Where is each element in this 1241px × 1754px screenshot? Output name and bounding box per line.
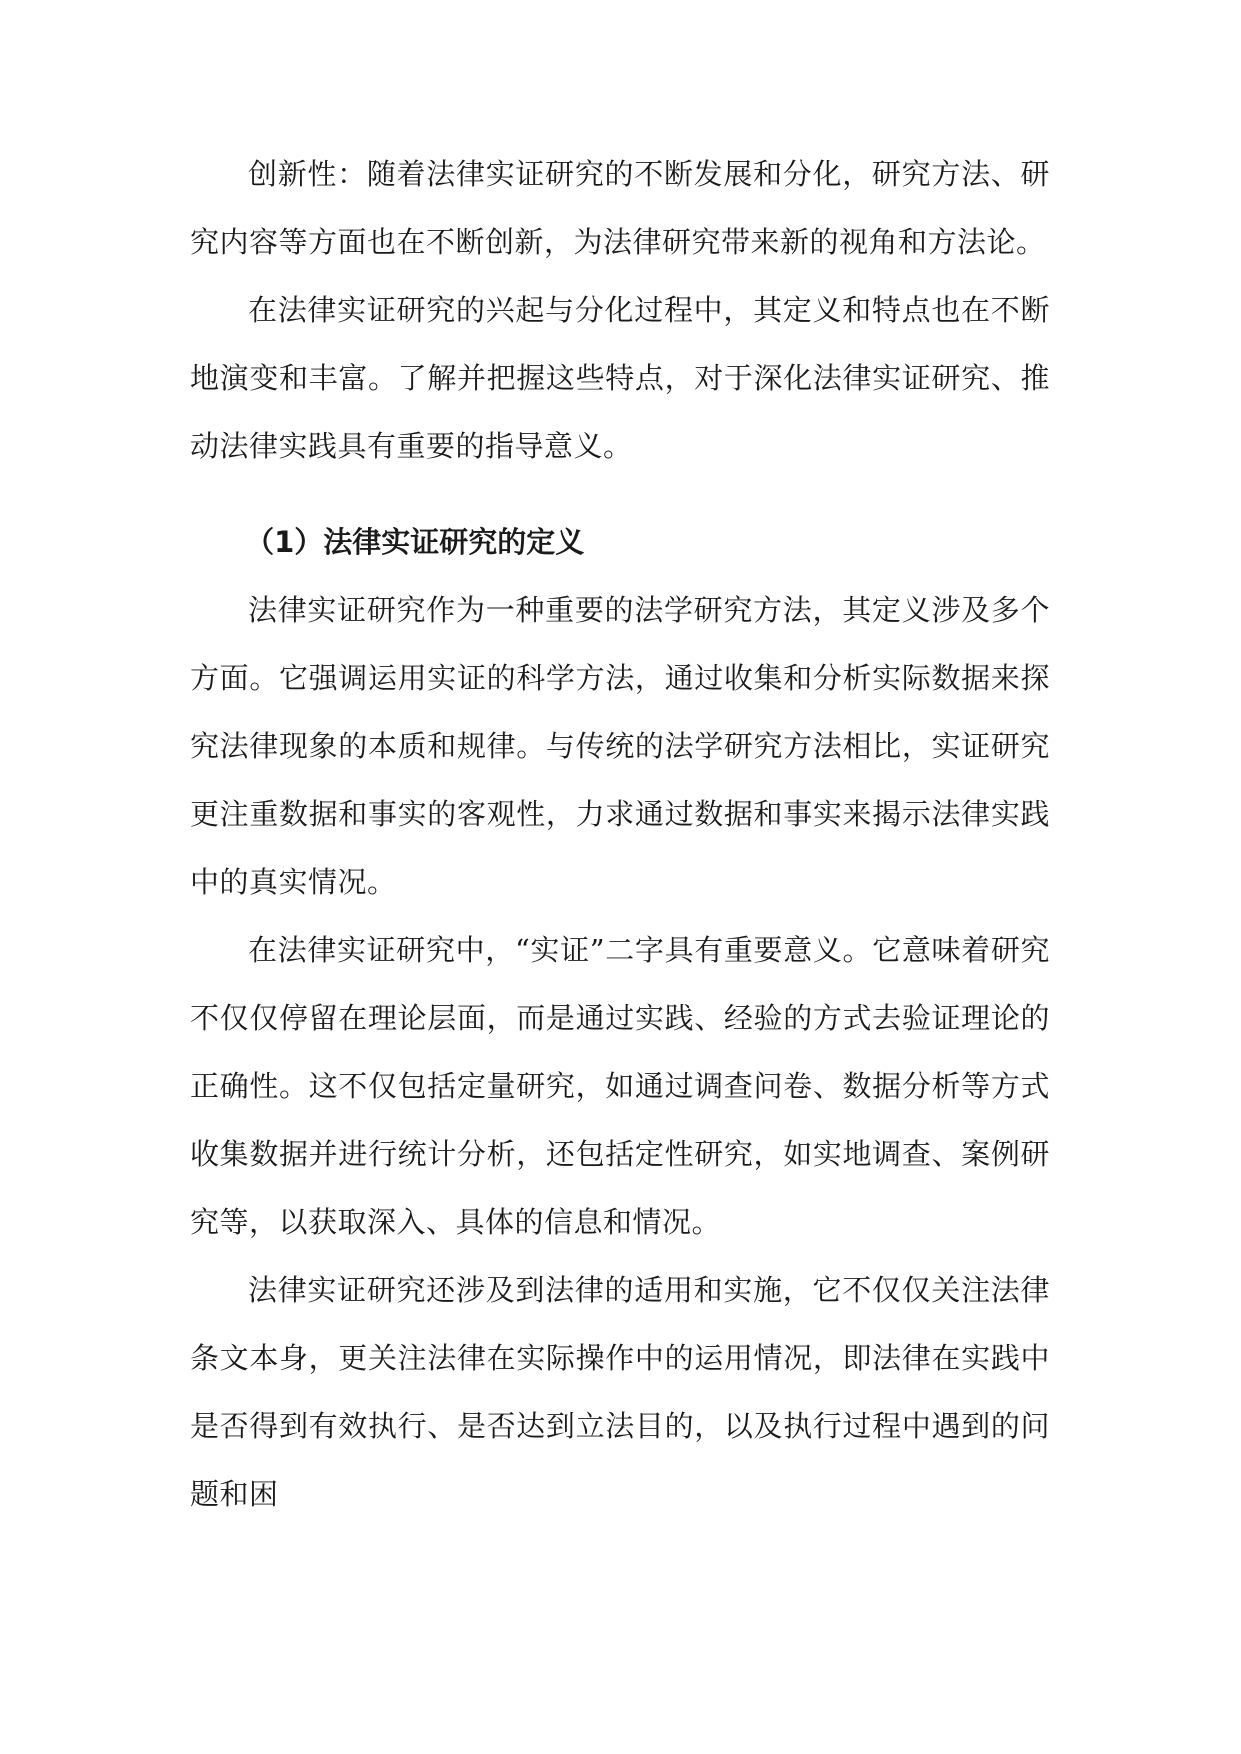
paragraph-innovation: 创新性：随着法律实证研究的不断发展和分化，研究方法、研究内容等方面也在不断创新，为法律研究带来新的视角和方法论。 (190, 157, 1050, 259)
paragraph-empirical-meaning: 在法律实证研究中，“实证”二字具有重要意义。它意味着研究不仅仅停留在理论层面，而是通过实践、经验的方式去验证理论的正确性。这不仅包括定量研究，如通过调查问卷、数据分析等方式收集数据并进行统计分析，还包括定性研究，如实地调查、案例研究等，以获取深入、具体的信息和情况。 (190, 933, 1050, 1239)
paragraph-application: 法律实证研究还涉及到法律的适用和实施，它不仅仅关注法律条文本身，更关注法律在实际操作中的运用情况，即法律在实践中是否得到有效执行、是否达到立法目的，以及执行过程中遇到的问题和困 (190, 1273, 1050, 1511)
document-body (190, 140, 1050, 1528)
paragraph-evolution: 在法律实证研究的兴起与分化过程中，其定义和特点也在不断地演变和丰富。了解并把握这些特点，对于深化法律实证研究、推动法律实践具有重要的指导意义。 (190, 293, 1050, 463)
section-heading: （1）法律实证研究的定义 (245, 525, 585, 559)
paragraph-definition: 法律实证研究作为一种重要的法学研究方法，其定义涉及多个方面。它强调运用实证的科学方法，通过收集和分析实际数据来探究法律现象的本质和规律。与传统的法学研究方法相比，实证研究更注重数据和事实的客观性，力求通过数据和事实来揭示法律实践中的真实情况。 (190, 593, 1050, 899)
